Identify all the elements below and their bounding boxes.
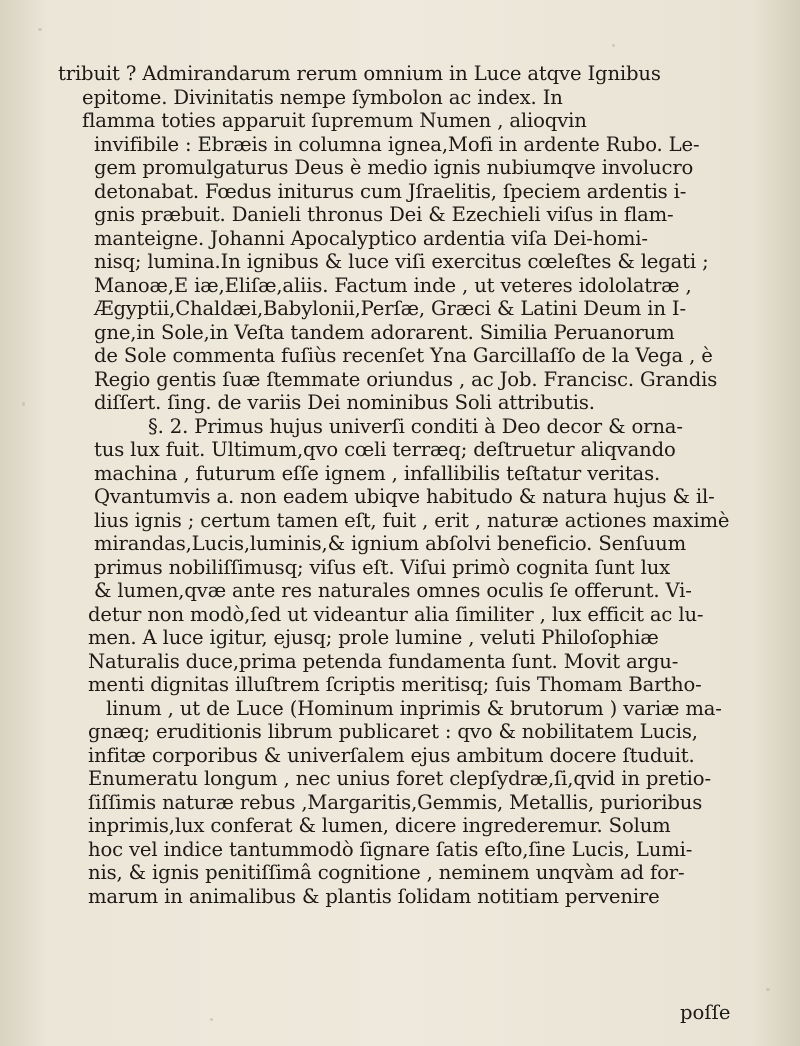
catchword: poſſe <box>680 1001 731 1024</box>
text-line: Enumeratu longum , nec unius foret clepſydræ,ſi,qvid in pretio- <box>88 767 711 790</box>
text-line: gnæq; eruditionis librum publicaret : qvo & nobilitatem Lucis, <box>88 720 698 743</box>
paper-speck <box>210 1018 213 1021</box>
text-line: nisq; lumina.In ignibus & luce viſi exercitus cœleſtes & legati ; <box>94 250 709 273</box>
text-line: men. A luce igitur, ejusq; prole lumine , veluti Philoſophiæ <box>88 626 659 649</box>
text-line: Naturalis duce,prima petenda fundamenta ſunt. Movit argu- <box>88 649 679 673</box>
text-line: lius ignis ; certum tamen eſt, fuit , erit , naturæ actiones maximè <box>94 508 730 532</box>
text-line: epitome. Divinitatis nempe ſymbolon ac index. In <box>82 85 563 109</box>
text-line: diſſert. ſing. de variis Dei nominibus Soli attributis. <box>94 391 595 414</box>
text-line: invifibile : Ebræis in columna ignea,Mofi in ardente Rubo. Le- <box>94 132 700 156</box>
text-line: infitæ corporibus & univerſalem ejus ambitum docere ſtuduit. <box>88 743 695 767</box>
text-line: de Sole commenta fuſiùs recenſet Yna Garcillaſſo de la Vega , è <box>94 344 713 367</box>
text-line: detonabat. Fœdus initurus cum Jſraelitis, ſpeciem ardentis i- <box>94 179 687 203</box>
text-line: hoc vel indice tantummodò ſignare ſatis eſto,ſine Lucis, Lumi- <box>88 837 693 861</box>
paper-speck <box>766 988 770 991</box>
text-line: nis, & ignis penitiſſimâ cognitione , neminem unqvàm ad for- <box>88 861 685 884</box>
paper-speck <box>22 402 25 406</box>
text-line: machina , futurum eſſe ignem , infallibilis teſtatur veritas. <box>94 461 661 485</box>
section-heading-line: §. 2. Primus hujus univerſi conditi à Deo decor & orna- <box>148 414 683 438</box>
text-line: tus lux fuit. Ultimum,qvo cœli terræq; deſtruetur aliqvando <box>94 438 676 461</box>
latin-text-block <box>58 62 770 908</box>
text-line: Manoæ,E iæ,Eliſæ,aliis. Factum inde , ut veteres idololatræ , <box>94 273 692 297</box>
text-line: gnis præbuit. Danieli thronus Dei & Ezechieli viſus in flam- <box>94 203 674 226</box>
text-line: linum , ut de Luce (Hominum inprimis & brutorum ) variæ ma- <box>106 696 722 720</box>
text-line: detur non modò,ſed ut videantur alia ſimiliter , lux efficit ac lu- <box>88 602 704 626</box>
text-line: gem promulgaturus Deus è medio ignis nubiumqve involucro <box>94 156 694 179</box>
text-line: menti dignitas illuſtrem ſcriptis meritisq; ſuis Thomam Bartho- <box>88 673 702 696</box>
text-line: flamma toties apparuit ſupremum Numen , alioqvin <box>82 109 587 132</box>
text-line: Regio gentis ſuæ ſtemmate oriundus , ac Job. Francisc. Grandis <box>94 367 718 391</box>
text-line: inprimis,lux conferat & lumen, dicere ingrederemur. Solum <box>88 814 671 837</box>
text-line: Qvantumvis a. non eadem ubiqve habitudo & natura hujus & il- <box>94 485 715 508</box>
text-line: marum in animalibus & plantis ſolidam notitiam pervenire <box>88 884 660 908</box>
text-line: manteigne. Johanni Apocalyptico ardentia viſa Dei-homi- <box>94 226 648 250</box>
text-line: mirandas,Lucis,luminis,& ignium abſolvi beneficio. Senſuum <box>94 532 686 555</box>
text-line: primus nobiliſſimusq; viſus eſt. Viſui primò cognita ſunt lux <box>94 555 671 579</box>
text-line: & lumen,qvæ ante res naturales omnes oculis ſe offerunt. Vi- <box>94 579 692 602</box>
text-line: Ægyptii,Chaldæi,Babylonii,Perſæ, Græci & Latini Deum in I- <box>94 297 686 320</box>
paper-speck <box>612 44 615 47</box>
text-line: gne,in Sole,in Veſta tandem adorarent. Similia Peruanorum <box>94 320 675 344</box>
paper-speck <box>38 28 42 31</box>
text-line: tribuit ? Admirandarum rerum omnium in Luce atqve Ignibus <box>58 62 661 85</box>
text-line: ſiſſimis naturæ rebus ,Margaritis,Gemmis, Metallis, purioribus <box>88 790 703 814</box>
